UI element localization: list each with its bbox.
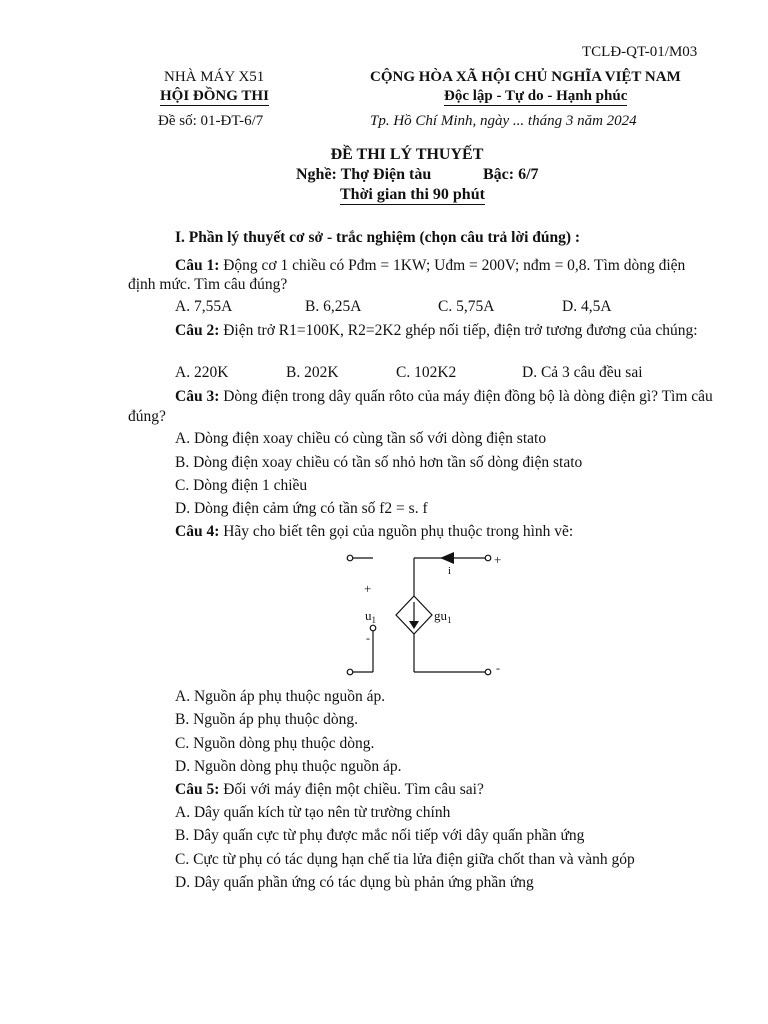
current-arrow-icon: [440, 552, 454, 564]
q3-option-d: D. Dòng điện cảm ứng có tần số f2 = s. f: [175, 500, 428, 517]
q4-option-a: A. Nguồn áp phụ thuộc nguồn áp.: [175, 688, 386, 705]
national-motto: Độc lập - Tự do - Hạnh phúc: [444, 88, 628, 104]
organization-name: NHÀ MÁY X51: [164, 69, 265, 85]
plus-left-label: +: [364, 581, 372, 596]
place-date: Tp. Hồ Chí Minh, ngày ... tháng 3 năm 2024: [370, 113, 637, 129]
question-3: Câu 3: Dòng điện trong dây quấn rôto của máy điện đồng bộ là dòng điện gì? Tìm câu đúng?: [128, 388, 713, 425]
q3-option-a: A. Dòng điện xoay chiều có cùng tần số với dòng điện stato: [175, 430, 547, 447]
terminal-bottom-left: [347, 669, 353, 675]
exam-duration: Thời gian thi 90 phút: [340, 186, 485, 203]
q1-option-d: D. 4,5A: [562, 298, 612, 315]
q5-option-c: C. Cực từ phụ có tác dụng hạn chế tia lửa điện giữa chốt than và vành góp: [175, 851, 635, 868]
source-label: $gu_1$: [434, 608, 452, 625]
section-heading: I. Phần lý thuyết cơ sở - trắc nghiệm (chọn câu trả lời đúng) :: [175, 229, 581, 246]
republic-title: CỘNG HÒA XÃ HỘI CHỦ NGHĨA VIỆT NAM: [370, 69, 681, 85]
q4-option-b: B. Nguồn áp phụ thuộc dòng.: [175, 711, 358, 728]
q2-option-a: A. 220K: [175, 364, 229, 381]
current-label: i: [448, 565, 452, 577]
plus-right-label: +: [494, 552, 502, 567]
terminal-bottom-right: [485, 669, 491, 675]
q4-option-c: C. Nguồn dòng phụ thuộc dòng.: [175, 735, 375, 752]
q1-option-b: B. 6,25A: [305, 298, 362, 315]
q3-option-b: B. Dòng điện xoay chiều có tần số nhỏ hơn tần số dòng điện stato: [175, 454, 583, 471]
minus-right-label: -: [496, 661, 500, 675]
terminal-top-left: [347, 555, 353, 561]
question-5: Câu 5: Đối với máy điện một chiều. Tìm câu sai?: [175, 781, 484, 798]
question-4: Câu 4: Hãy cho biết tên gọi của nguồn phụ thuộc trong hình vẽ:: [175, 523, 574, 540]
q2-option-d: D. Cả 3 câu đều sai: [522, 364, 643, 381]
q4-option-d: D. Nguồn dòng phụ thuộc nguồn áp.: [175, 758, 402, 775]
exam-trade: Nghề: Thợ Điện tàu: [296, 166, 432, 183]
q2-option-c: C. 102K2: [396, 364, 457, 381]
question-2: Câu 2: Điện trở R1=100K, R2=2K2 ghép nối tiếp, điện trở tương đương của chúng:: [175, 322, 698, 339]
q3-option-c: C. Dòng điện 1 chiều: [175, 477, 308, 494]
q5-option-d: D. Dây quấn phần ứng có tác dụng bù phản ứng phần ứng: [175, 874, 534, 891]
exam-board: HỘI ĐỒNG THI: [160, 88, 269, 104]
dependent-source-circuit: [336, 546, 526, 682]
terminal-middle-left: [370, 625, 376, 631]
terminal-top-right: [485, 555, 491, 561]
form-code: TCLĐ-QT-01/M03: [582, 44, 698, 60]
q1-option-a: A. 7,55A: [175, 298, 233, 315]
exam-number: Đề số: 01-ĐT-6/7: [158, 113, 264, 129]
minus-left-label: -: [366, 631, 370, 645]
q5-option-a: A. Dây quấn kích từ tạo nên từ trường chính: [175, 804, 451, 821]
exam-title: ĐỀ THI LÝ THUYẾT: [330, 146, 484, 163]
exam-level: Bậc: 6/7: [483, 166, 539, 183]
q5-option-b: B. Dây quấn cực từ phụ được mắc nối tiếp với dây quấn phần ứng: [175, 827, 585, 844]
q2-option-b: B. 202K: [286, 364, 339, 381]
u1-label: $u_1$: [365, 608, 376, 625]
question-1: Câu 1: Động cơ 1 chiều có Pđm = 1KW; Uđm = 200V; nđm = 0,8. Tìm dòng điện định mức. Tìm câu đúng?: [128, 257, 686, 293]
q1-option-c: C. 5,75A: [438, 298, 495, 315]
